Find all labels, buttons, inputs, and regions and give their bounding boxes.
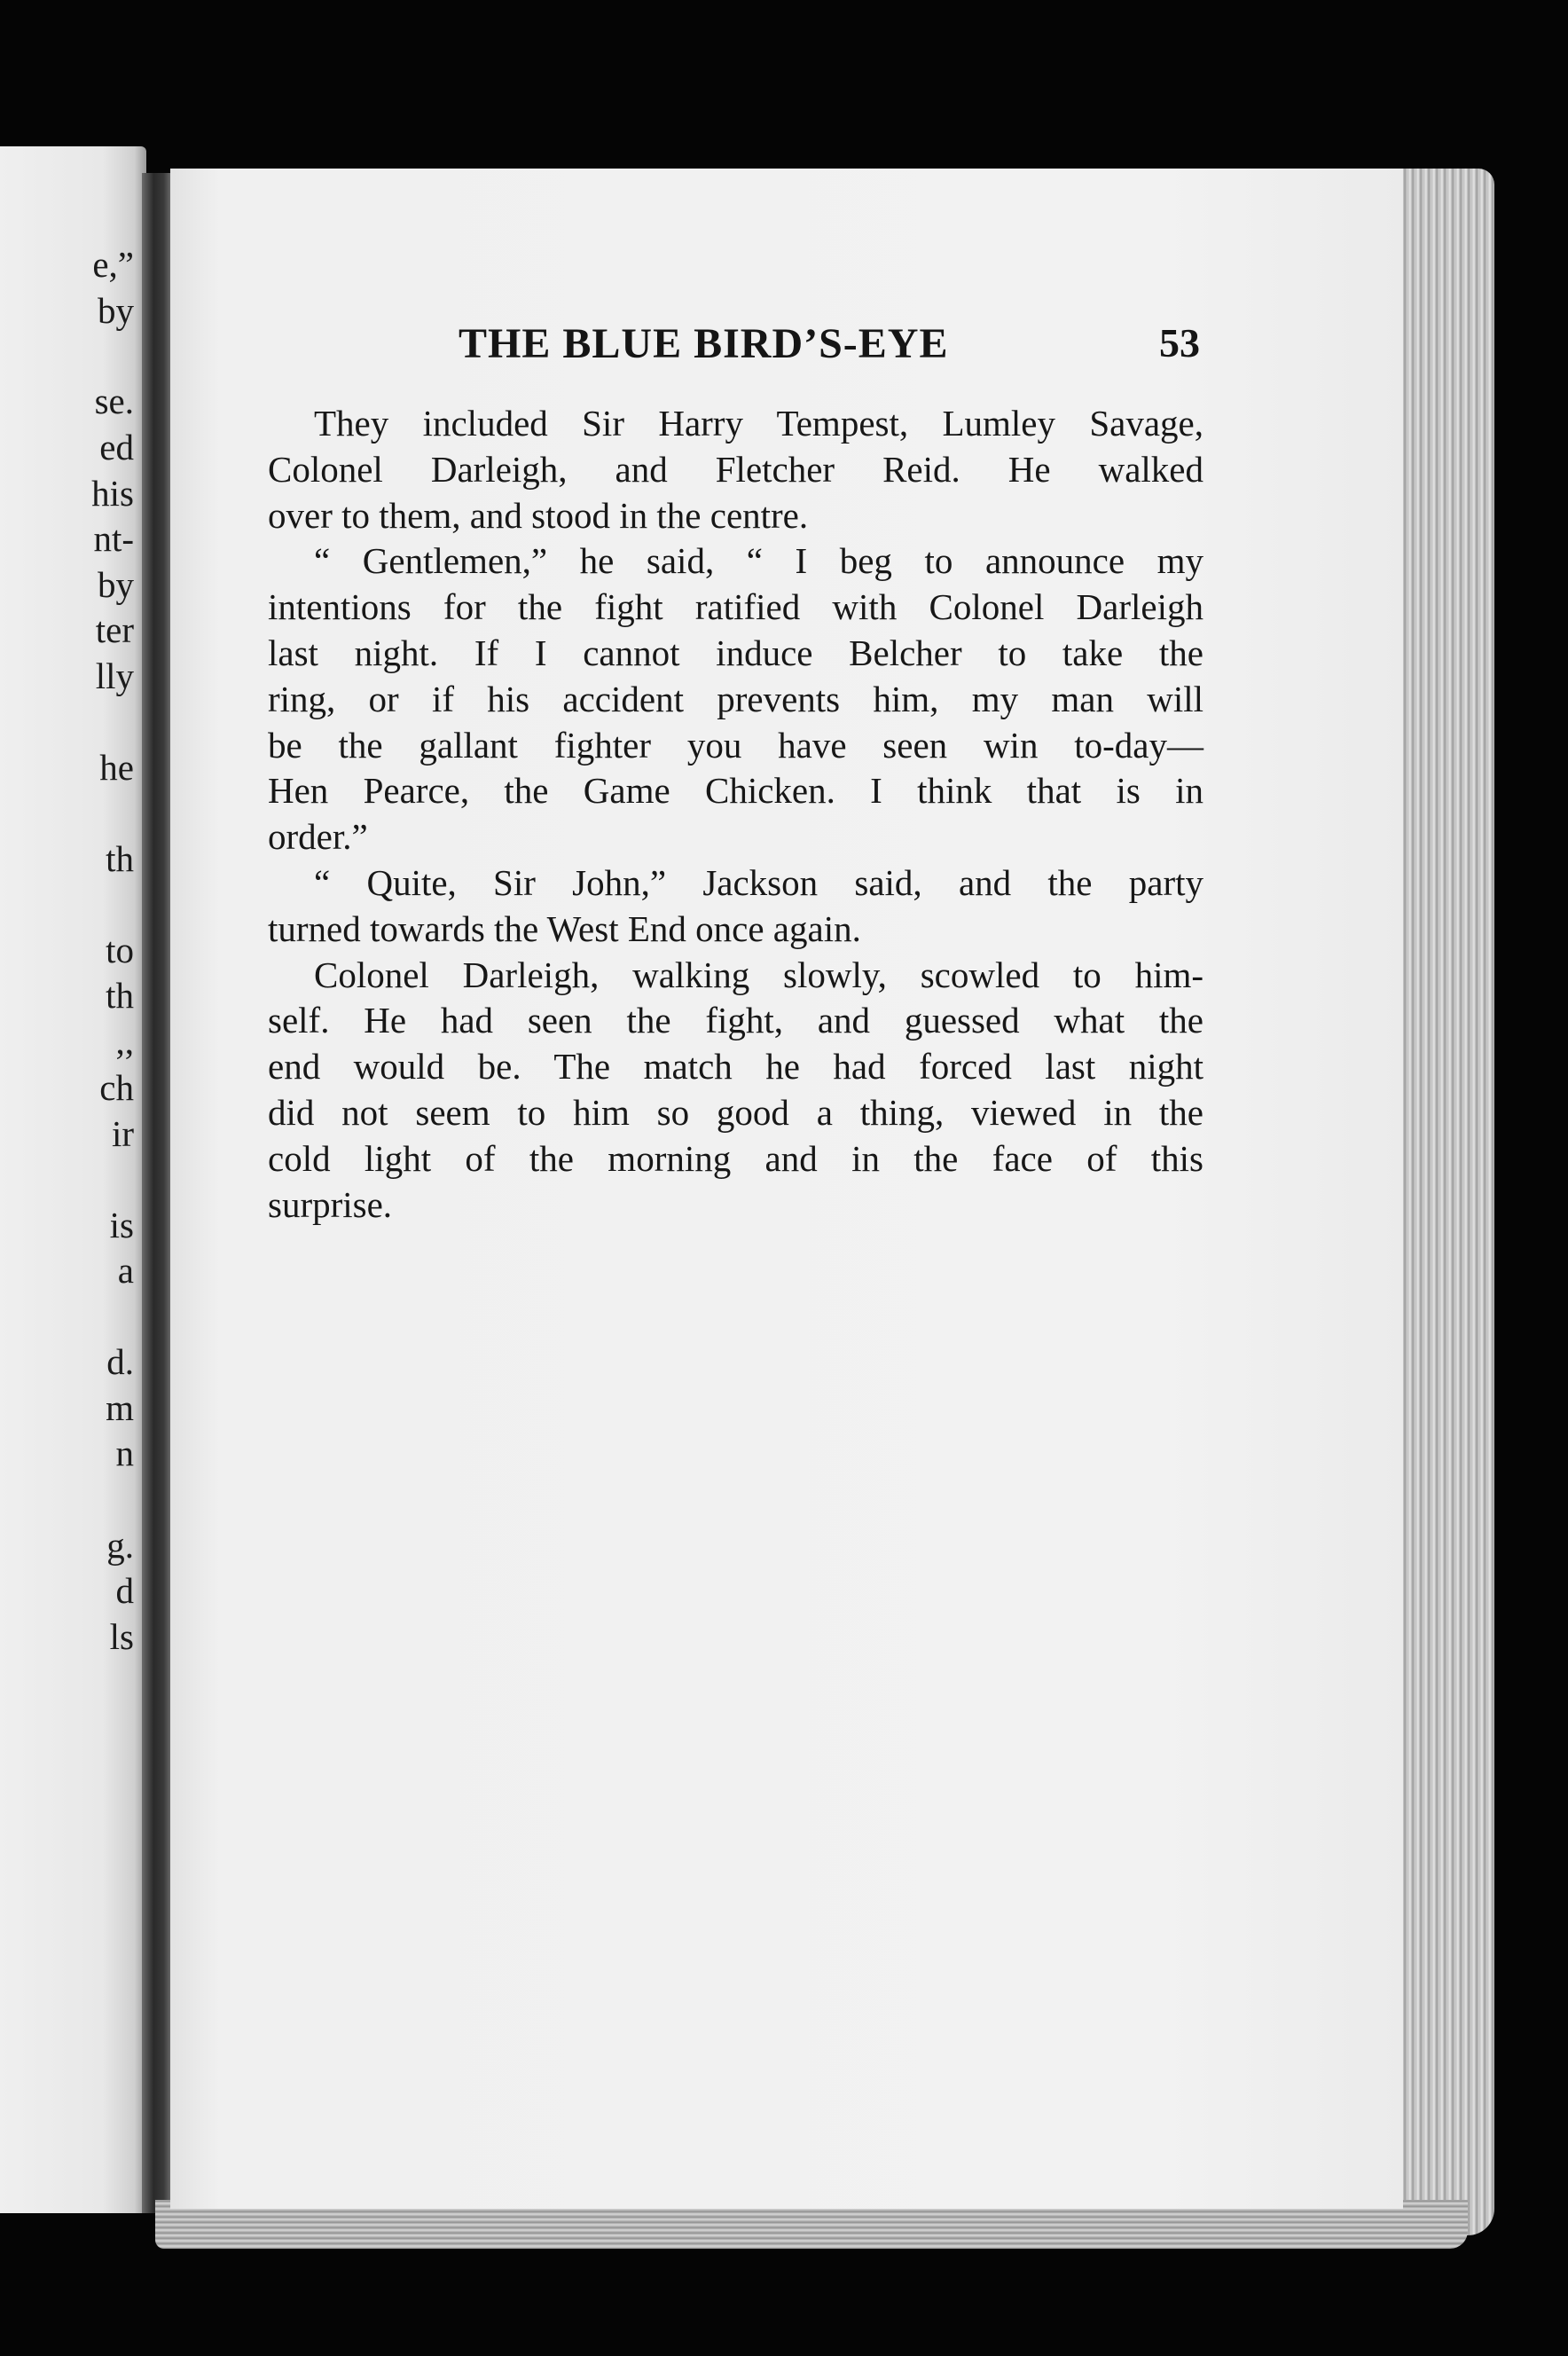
left-fragment-17: a xyxy=(117,1250,134,1291)
left-fragment-3: ed xyxy=(99,427,134,467)
left-fragment-10: th xyxy=(106,838,134,879)
text-line: “ Gentlemen,” he said, “ I beg to announce my xyxy=(314,540,1203,582)
text-line: They included Sir Harry Tempest, Lumley Savage, xyxy=(314,403,1203,444)
left-fragment-20: n xyxy=(115,1433,134,1473)
body-text xyxy=(268,401,1203,1228)
previous-page xyxy=(0,146,146,2213)
left-fragment-6: by xyxy=(98,564,134,605)
book-page xyxy=(170,169,1403,2209)
left-fragment-4: his xyxy=(91,473,134,514)
left-fragment-13: ,, xyxy=(115,1021,134,1062)
text-line: intentions for the fight ratified with Colonel Darleigh xyxy=(268,586,1203,628)
text-line: Colonel Darleigh, and Fletcher Reid. He walked xyxy=(268,448,1203,490)
left-fragment-12: th xyxy=(106,975,134,1016)
left-fragment-19: m xyxy=(106,1387,134,1428)
left-fragment-0: e,” xyxy=(92,244,134,285)
left-fragment-23: ls xyxy=(109,1616,134,1657)
running-head-title: THE BLUE BIRD’S-EYE xyxy=(459,320,949,367)
text-line: Colonel Darleigh, walking slowly, scowled to him- xyxy=(314,954,1203,995)
text-line: end would be. The match he had forced last night xyxy=(268,1046,1203,1088)
text-line: be the gallant fighter you have seen win to-day— xyxy=(268,724,1203,766)
left-fragment-1: by xyxy=(98,290,134,331)
text-line: over to them, and stood in the centre. xyxy=(268,494,809,536)
text-line: ring, or if his accident prevents him, my man will xyxy=(268,678,1203,719)
left-fragment-9: he xyxy=(99,747,134,788)
left-fragment-5: nt- xyxy=(93,518,134,559)
left-fragment-21: g. xyxy=(106,1525,134,1566)
text-line: Hen Pearce, the Game Chicken. I think that is in xyxy=(268,770,1203,812)
left-fragment-8: lly xyxy=(95,656,134,696)
left-fragment-15: ir xyxy=(111,1113,134,1154)
text-line: self. He had seen the fight, and guessed what the xyxy=(268,1000,1203,1041)
left-fragment-18: d. xyxy=(106,1341,134,1382)
text-line: cold light of the morning and in the face of this xyxy=(268,1137,1203,1179)
text-line: did not seem to him so good a thing, viewed in the xyxy=(268,1091,1203,1133)
text-line: turned towards the West End once again. xyxy=(268,907,861,949)
running-head xyxy=(170,319,1403,381)
left-fragment-16: is xyxy=(109,1205,134,1245)
text-line: “ Quite, Sir John,” Jackson said, and the party xyxy=(314,861,1203,903)
text-line: order.” xyxy=(268,816,368,858)
left-fragment-7: ter xyxy=(95,609,134,650)
left-fragment-14: ch xyxy=(99,1067,134,1108)
left-fragment-11: to xyxy=(106,930,134,970)
text-line: last night. If I cannot induce Belcher to take the xyxy=(268,632,1203,673)
left-fragment-2: se. xyxy=(94,381,134,421)
text-line: surprise. xyxy=(268,1183,393,1225)
page-number: 53 xyxy=(1159,320,1200,365)
left-fragment-22: d xyxy=(115,1570,134,1611)
